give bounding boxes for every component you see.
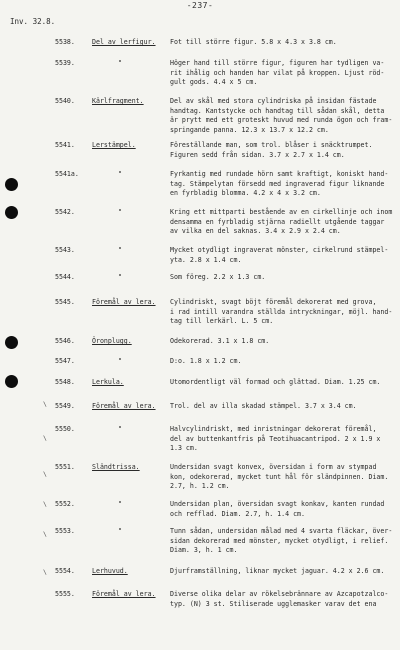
entry-number: 5553.: [55, 527, 75, 535]
entry-description: Höger hand till större figur, figuren har tydligen va- rit ihålig och handen har vilat på kroppen. Ljust röd- gult gods. 4.4 x 5 cm.: [170, 59, 385, 86]
entry-description: Mycket otydligt ingraverat mönster, cirkelrund stämpel- yta. 2.8 x 1.4 cm.: [170, 246, 389, 264]
entry-label: Lerkula.: [92, 378, 124, 386]
entry-number: 5541a.: [55, 170, 79, 178]
entry-description: Fyrkantig med rundade hörn samt kraftigt, koniskt hand- tag. Stämpelytan försedd med ingraverad figur liknande en fyrbladig blomma. 4.2 x 4 x 3.2 cm.: [170, 170, 389, 197]
entry-number: 5555.: [55, 590, 75, 598]
entry-description: Fot till större figur. 5.8 x 4.3 x 3.8 cm.: [170, 38, 337, 46]
entry-label: Sländtrissa.: [92, 463, 140, 471]
margin-mark: \: [43, 530, 47, 538]
punch-hole-upper: [5, 206, 18, 219]
ditto-mark: ": [118, 246, 122, 254]
entry-number: 5541.: [55, 141, 75, 149]
entry-description: Undersidan svagt konvex, översidan i form av stympad kon, odekorerad, mycket tunt hål för sländpinnen. Diam. 2.7, h. 1.2 cm.: [170, 463, 389, 490]
entry-description: Undersidan plan, översidan svagt konkav, kanten rundad och refflad. Diam. 2.7, h. 1.4 cm.: [170, 500, 385, 518]
entry-label: Lerhuvud.: [92, 567, 128, 575]
entry-number: 5542.: [55, 208, 75, 216]
entry-number: 5548.: [55, 378, 75, 386]
entry-description: Föreställande man, som trol. blåser i snäcktrumpet. Figuren sedd från sidan. 3.7 x 2.7 x 1.4 cm.: [170, 141, 373, 159]
ditto-mark: ": [118, 500, 122, 508]
entry-label: Kärlfragment.: [92, 97, 144, 105]
entry-description: Halvcylindriskt, med inristningar dekorerat föremål, del av buttenkantfris på Teotihuacantripod. 2 x 1.9 x 1.3 cm.: [170, 425, 381, 452]
entry-number: 5543.: [55, 246, 75, 254]
ditto-mark: ": [118, 357, 122, 365]
entry-description: D:o. 1.8 x 1.2 cm.: [170, 357, 242, 365]
entry-number: 5544.: [55, 273, 75, 281]
entry-number: 5549.: [55, 402, 75, 410]
punch-hole-lower: [5, 375, 18, 388]
entry-number: 5538.: [55, 38, 75, 46]
entry-number: 5539.: [55, 59, 75, 67]
entry-number: 5552.: [55, 500, 75, 508]
entry-number: 5554.: [55, 567, 75, 575]
entry-label: Del av lerfigur.: [92, 38, 156, 46]
entry-description: Som föreg. 2.2 x 1.3 cm.: [170, 273, 266, 281]
entry-description: Tunn sådan, undersidan målad med 4 svarta fläckar, över- sidan dekorerad med mönster, mycket otydligt, i relief. Diam. 3, h. 1 cm.: [170, 527, 393, 554]
ditto-mark: ": [118, 208, 122, 216]
entry-label: Föremål av lera.: [92, 402, 156, 410]
margin-mark: \: [43, 434, 47, 442]
entry-description: Odekorerad. 3.1 x 1.8 cm.: [170, 337, 270, 345]
entry-description: Del av skål med stora cylindriska på insidan fästade handtag. Kantstycke och handtag till sådan skål, detta är prytt med ett groteskt huvud med runda ögon och fram- springande panna. 12.3 x 13.7 x 12.2 cm.: [170, 97, 393, 134]
margin-mark: \: [43, 400, 47, 408]
entry-number: 5547.: [55, 357, 75, 365]
ditto-mark: ": [118, 170, 122, 178]
margin-mark: \: [43, 568, 47, 576]
margin-mark: \: [43, 470, 47, 478]
entry-label: Föremål av lera.: [92, 298, 156, 306]
entry-number: 5545.: [55, 298, 75, 306]
punch-hole-top: [5, 178, 18, 191]
ditto-mark: ": [118, 59, 122, 67]
entry-description: Cylindriskt, svagt böjt föremål dekorerat med grova, i rad intill varandra ställda intryckningar, möjl. hand- tag till lerkärl. L. 5 cm.: [170, 298, 393, 325]
entry-number: 5550.: [55, 425, 75, 433]
entry-label: Lerstämpel.: [92, 141, 136, 149]
entry-description: Diverse olika delar av rökelsebrännare av Azcapotzalco- typ. (N) 3 st. Stiliserade ugglemasker varav det ena: [170, 590, 389, 608]
inventory-number: Inv. 32.8.: [10, 17, 56, 26]
entry-number: 5546.: [55, 337, 75, 345]
ditto-mark: ": [118, 527, 122, 535]
entry-description: Kring ett mittparti bestående av en cirkellinje och inom densamma en fyrbladig stjärna radiellt utgående taggar av vilka en del saknas. 3.4 x 2.9 x 2.4 cm.: [170, 208, 393, 235]
entry-description: Djurframställning, liknar mycket jaguar. 4.2 x 2.6 cm.: [170, 567, 385, 575]
margin-mark: \: [43, 500, 47, 508]
punch-hole-middle: [5, 336, 18, 349]
entry-label: Föremål av lera.: [92, 590, 156, 598]
entry-description: Trol. del av illa skadad stämpel. 3.7 x 3.4 cm.: [170, 402, 357, 410]
entry-description: Utomordentligt väl formad och glättad. Diam. 1.25 cm.: [170, 378, 381, 386]
entry-number: 5551.: [55, 463, 75, 471]
ditto-mark: ": [118, 273, 122, 281]
ditto-mark: ": [118, 425, 122, 433]
page-number: -237-: [186, 1, 214, 10]
entry-number: 5540.: [55, 97, 75, 105]
entry-label: Öronplugg.: [92, 337, 132, 345]
